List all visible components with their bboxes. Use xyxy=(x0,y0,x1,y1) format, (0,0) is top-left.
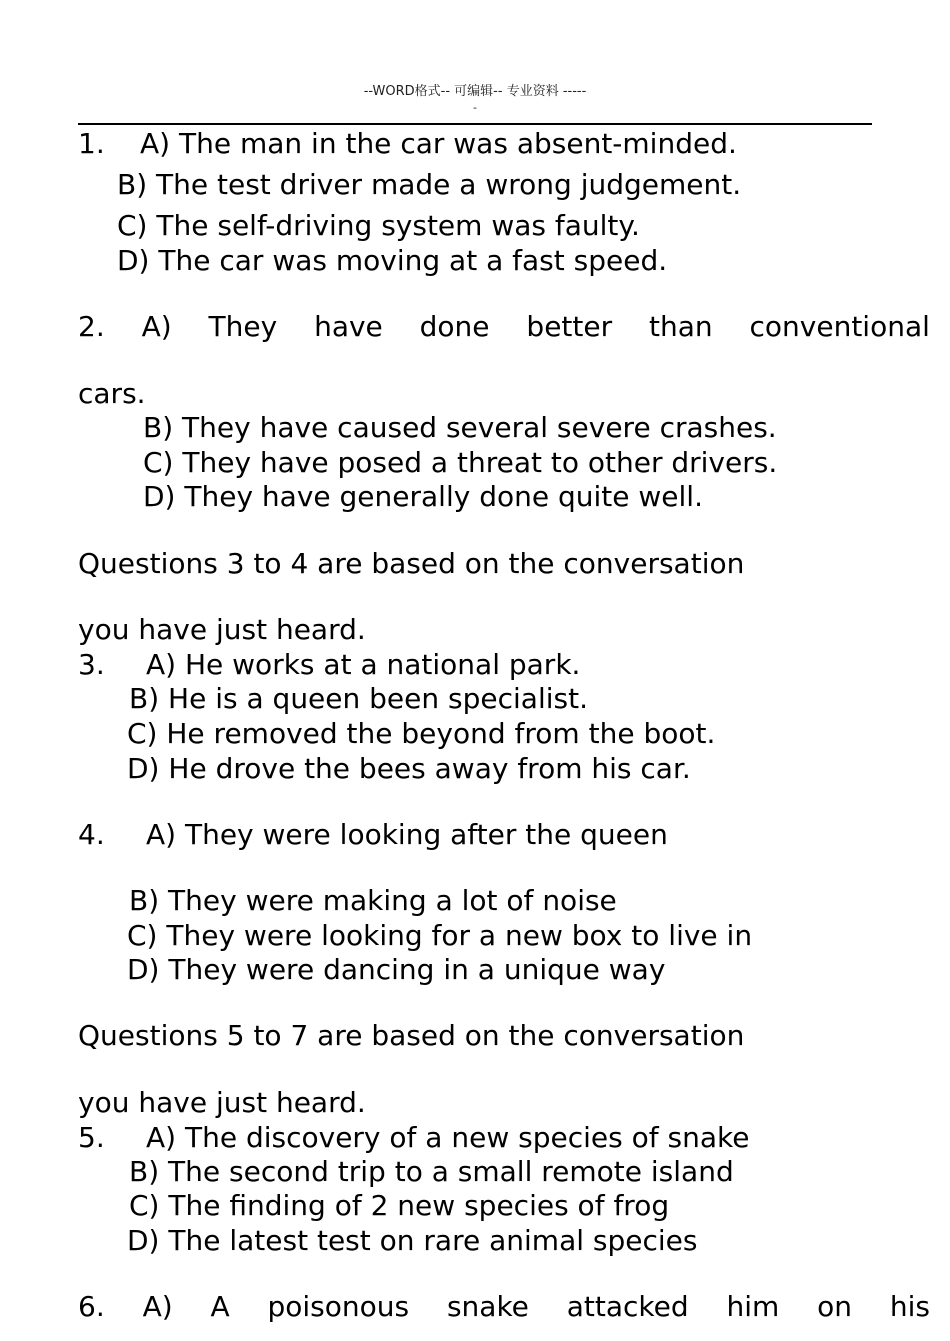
question-6-word: A) xyxy=(142,1290,173,1323)
section-5-7-instruction: Questions 5 to 7 are based on the conversation xyxy=(78,1019,745,1052)
section-3-4-instruction-continuation: you have just heard. xyxy=(78,613,366,646)
section-3-4-instruction: Questions 3 to 4 are based on the conversation xyxy=(78,547,745,580)
question-5-number: 5. xyxy=(78,1121,105,1154)
question-5-option-a: A) The discovery of a new species of snake xyxy=(146,1121,750,1154)
question-4-number: 4. xyxy=(78,818,105,851)
question-4-option-c: C) They were looking for a new box to live in xyxy=(127,919,753,952)
question-6-word: A xyxy=(210,1290,230,1323)
question-2-option-a-continuation: cars. xyxy=(78,377,146,410)
question-1-option-b: B) The test driver made a wrong judgement. xyxy=(117,168,742,201)
question-1-option-a: A) The man in the car was absent-minded. xyxy=(140,127,737,160)
question-3-option-c: C) He removed the beyond from the boot. xyxy=(127,717,716,750)
question-1-number: 1. xyxy=(78,127,105,160)
question-4-option-a: A) They were looking after the queen xyxy=(146,818,668,851)
question-2-word: conventional xyxy=(749,310,930,343)
question-2-option-a-line xyxy=(78,310,930,344)
question-4-option-d: D) They were dancing in a unique way xyxy=(127,953,666,986)
section-5-7-instruction-continuation: you have just heard. xyxy=(78,1086,366,1119)
question-5-option-b: B) The second trip to a small remote island xyxy=(129,1155,734,1188)
question-6-word: him xyxy=(726,1290,780,1323)
question-6-word: poisonous xyxy=(267,1290,410,1323)
question-6-word: snake xyxy=(446,1290,529,1323)
question-2-word: done xyxy=(419,310,490,343)
question-6-word: his xyxy=(889,1290,930,1323)
question-2-option-c: C) They have posed a threat to other drivers. xyxy=(143,446,778,479)
question-6-option-a-line xyxy=(78,1290,930,1324)
question-2-word: than xyxy=(649,310,713,343)
question-2-number: 2. xyxy=(78,310,105,343)
question-2-word: They xyxy=(208,310,278,343)
question-2-option-d: D) They have generally done quite well. xyxy=(143,480,703,513)
question-2-option-b: B) They have caused several severe crashes. xyxy=(143,411,777,444)
question-1-option-d: D) The car was moving at a fast speed. xyxy=(117,244,668,277)
question-3-option-b: B) He is a queen been specialist. xyxy=(129,682,588,715)
question-6-word: on xyxy=(817,1290,853,1323)
question-3-number: 3. xyxy=(78,648,105,681)
question-2-word: better xyxy=(526,310,613,343)
page-header-continuation: - xyxy=(473,101,477,114)
question-5-option-d: D) The latest test on rare animal species xyxy=(127,1224,698,1257)
question-2-word: A) xyxy=(141,310,172,343)
question-3-option-a: A) He works at a national park. xyxy=(146,648,581,681)
page-header: --WORD格式-- 可编辑-- 专业资料 ----- xyxy=(363,84,587,99)
question-1-option-c: C) The self-driving system was faulty. xyxy=(117,209,640,242)
question-4-option-b: B) They were making a lot of noise xyxy=(129,884,617,917)
question-3-option-d: D) He drove the bees away from his car. xyxy=(127,752,691,785)
question-5-option-c: C) The finding of 2 new species of frog xyxy=(129,1189,670,1222)
question-2-word: have xyxy=(314,310,383,343)
question-6-number: 6. xyxy=(78,1290,105,1323)
question-6-word: attacked xyxy=(566,1290,689,1323)
header-divider xyxy=(78,123,872,125)
